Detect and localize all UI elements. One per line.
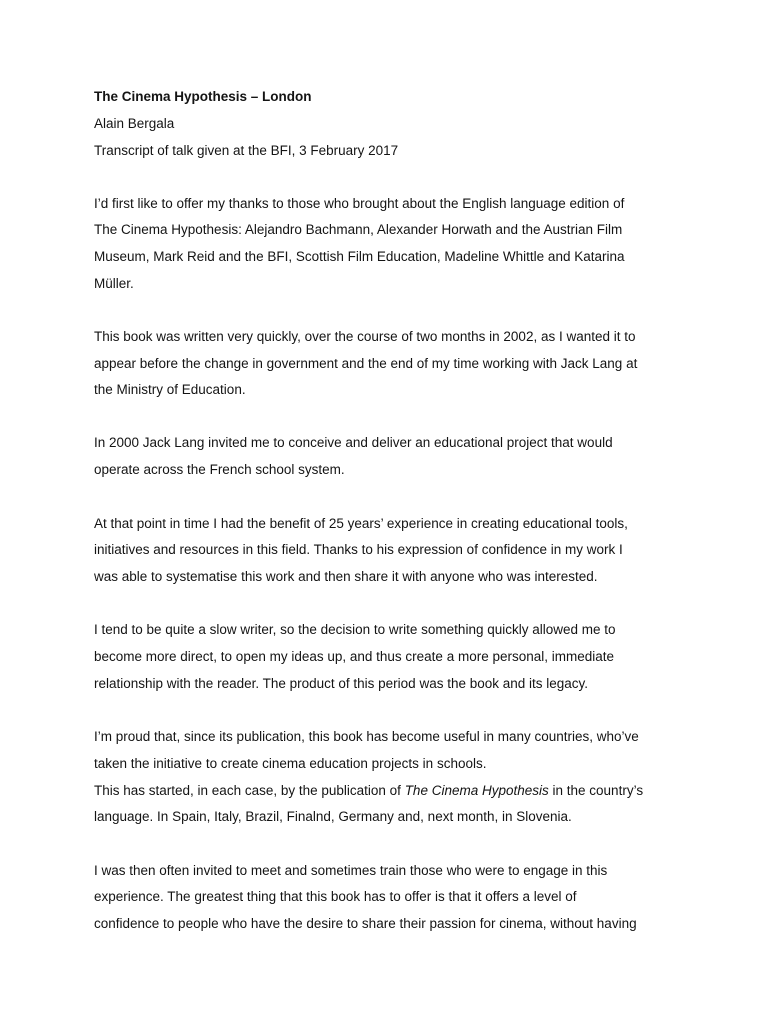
- paragraph-4-line-2: initiatives and resources in this field. Thanks to his expression of confidence in my work I: [94, 542, 623, 557]
- paragraph-8-line-3: confidence to people who have the desire to share their passion for cinema, without having: [94, 916, 637, 931]
- paragraph-3-line-2: operate across the French school system.: [94, 462, 345, 477]
- document-author: Alain Bergala: [94, 116, 175, 131]
- paragraph-2-line-1: This book was written very quickly, over the course of two months in 2002, as I wanted it to: [94, 329, 636, 344]
- paragraph-8-line-1: I was then often invited to meet and sometimes train those who were to engage in this: [94, 863, 608, 878]
- paragraph-7-lead: This has started, in each case, by the publication of: [94, 783, 405, 798]
- paragraph-5-line-1: I tend to be quite a slow writer, so the decision to write something quickly allowed me to: [94, 622, 616, 637]
- paragraph-6-line-1: I’m proud that, since its publication, this book has become useful in many countries, who’ve: [94, 729, 639, 744]
- paragraph-2-line-3: the Ministry of Education.: [94, 382, 246, 397]
- paragraph-8-line-2: experience. The greatest thing that this book has to offer is that it offers a level of: [94, 889, 577, 904]
- document-title: The Cinema Hypothesis – London: [94, 89, 312, 104]
- paragraph-7-line-1: [94, 782, 643, 800]
- paragraph-3-line-1: In 2000 Jack Lang invited me to conceive and deliver an educational project that would: [94, 435, 613, 450]
- paragraph-5-line-3: relationship with the reader. The product of this period was the book and its legacy.: [94, 676, 589, 691]
- book-title-italic: The Cinema Hypothesis: [404, 783, 549, 798]
- paragraph-7-line-2: language. In Spain, Italy, Brazil, Finalnd, Germany and, next month, in Slovenia.: [94, 809, 572, 824]
- paragraph-6-line-2: taken the initiative to create cinema education projects in schools.: [94, 756, 487, 771]
- paragraph-7-tail: in the country’s: [548, 783, 644, 798]
- paragraph-4-line-3: was able to systematise this work and then share it with anyone who was interested.: [94, 569, 598, 584]
- document-subtitle: Transcript of talk given at the BFI, 3 February 2017: [94, 143, 399, 158]
- paragraph-1-line-4: Müller.: [94, 276, 134, 291]
- paragraph-2-line-2: appear before the change in government and the end of my time working with Jack Lang at: [94, 356, 638, 371]
- paragraph-1-line-2: The Cinema Hypothesis: Alejandro Bachmann, Alexander Horwath and the Austrian Film: [94, 222, 623, 237]
- paragraph-1-line-3: Museum, Mark Reid and the BFI, Scottish Film Education, Madeline Whittle and Katarina: [94, 249, 625, 264]
- paragraph-5-line-2: become more direct, to open my ideas up, and thus create a more personal, immediate: [94, 649, 615, 664]
- paragraph-4-line-1: At that point in time I had the benefit of 25 years’ experience in creating educational tools,: [94, 516, 628, 531]
- paragraph-1-line-1: I’d first like to offer my thanks to those who brought about the English language edition of: [94, 196, 625, 211]
